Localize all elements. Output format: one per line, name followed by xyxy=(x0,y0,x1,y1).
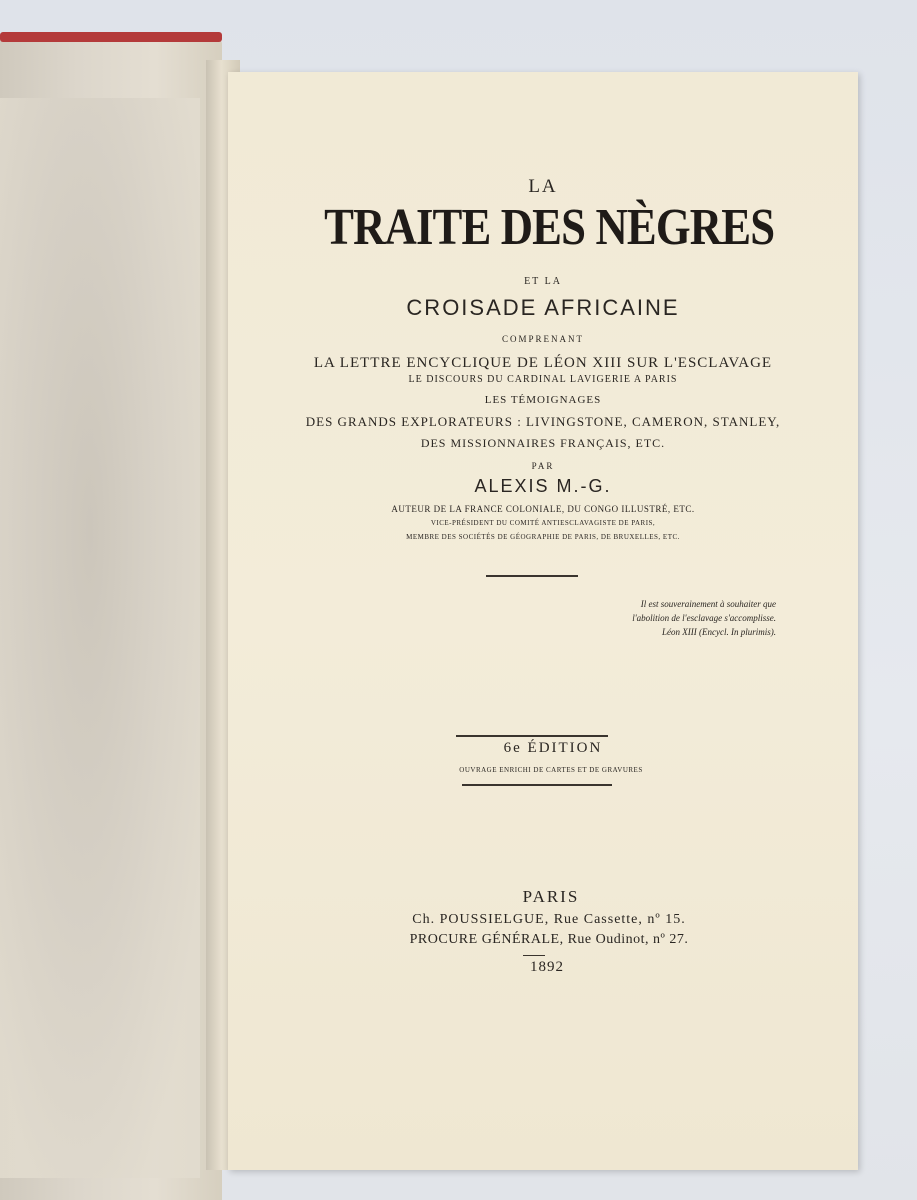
contents-line-explorateurs: DES GRANDS EXPLORATEURS : LIVINGSTONE, CAMERON, STANLEY, xyxy=(305,414,781,429)
contents-line-missionnaires: DES MISSIONNAIRES FRANÇAIS, ETC. xyxy=(420,436,666,450)
edition-rule-bottom xyxy=(462,784,612,786)
publication-year: 1892 xyxy=(530,959,564,975)
edition-label: 6e ÉDITION xyxy=(503,740,603,756)
edition-rule-top xyxy=(456,735,608,737)
publisher-line-2: PROCURE GÉNÉRALE, Rue Oudinot, nº 27. xyxy=(409,932,689,947)
title-conjunction: ET LA xyxy=(524,276,562,287)
epigraph-line: l'abolition de l'esclavage s'accomplisse. xyxy=(632,613,776,623)
author-works: AUTEUR DE LA FRANCE COLONIALE, DU CONGO ILLUSTRÉ, ETC. xyxy=(391,504,695,514)
left-page-tissue-guard xyxy=(0,38,222,1200)
title-article: LA xyxy=(528,176,558,197)
contents-line-temoignages: LES TÉMOIGNAGES xyxy=(484,394,602,406)
publisher-city: PARIS xyxy=(522,887,580,906)
epigraph-line: Il est souverainement à souhaiter que xyxy=(640,599,776,609)
author-role-2: MEMBRE DES SOCIÉTÉS DE GÉOGRAPHIE DE PARIS, DE BRUXELLES, ETC. xyxy=(406,533,680,541)
main-title: TRAITE DES NÈGRES xyxy=(324,199,775,256)
publisher-line-1: Ch. POUSSIELGUE, Rue Cassette, nº 15. xyxy=(412,912,686,927)
epigraph-attribution: Léon XIII (Encycl. In plurimis). xyxy=(662,627,776,637)
author-role-1: VICE-PRÉSIDENT DU COMITÉ ANTIESCLAVAGISTE DE PARIS, xyxy=(430,519,656,527)
year-rule xyxy=(523,955,545,956)
par-label: PAR xyxy=(531,461,555,471)
red-cover-edge xyxy=(0,32,222,42)
contents-line-lettre: LA LETTRE ENCYCLIQUE DE LÉON XIII SUR L'ESCLAVAGE xyxy=(313,355,773,371)
divider-rule xyxy=(486,575,578,577)
tissue-paper xyxy=(0,98,200,1178)
title-page xyxy=(228,72,858,1170)
subtitle: CROISADE AFRICAINE xyxy=(406,295,680,320)
comprenant-label: COMPRENANT xyxy=(501,334,584,344)
author-name: ALEXIS M.-G. xyxy=(474,476,612,496)
edition-note: OUVRAGE ENRICHI DE CARTES ET DE GRAVURES xyxy=(459,766,643,774)
contents-line-discours: LE DISCOURS DU CARDINAL LAVIGERIE A PARIS xyxy=(408,374,678,385)
epigraph xyxy=(580,597,776,639)
